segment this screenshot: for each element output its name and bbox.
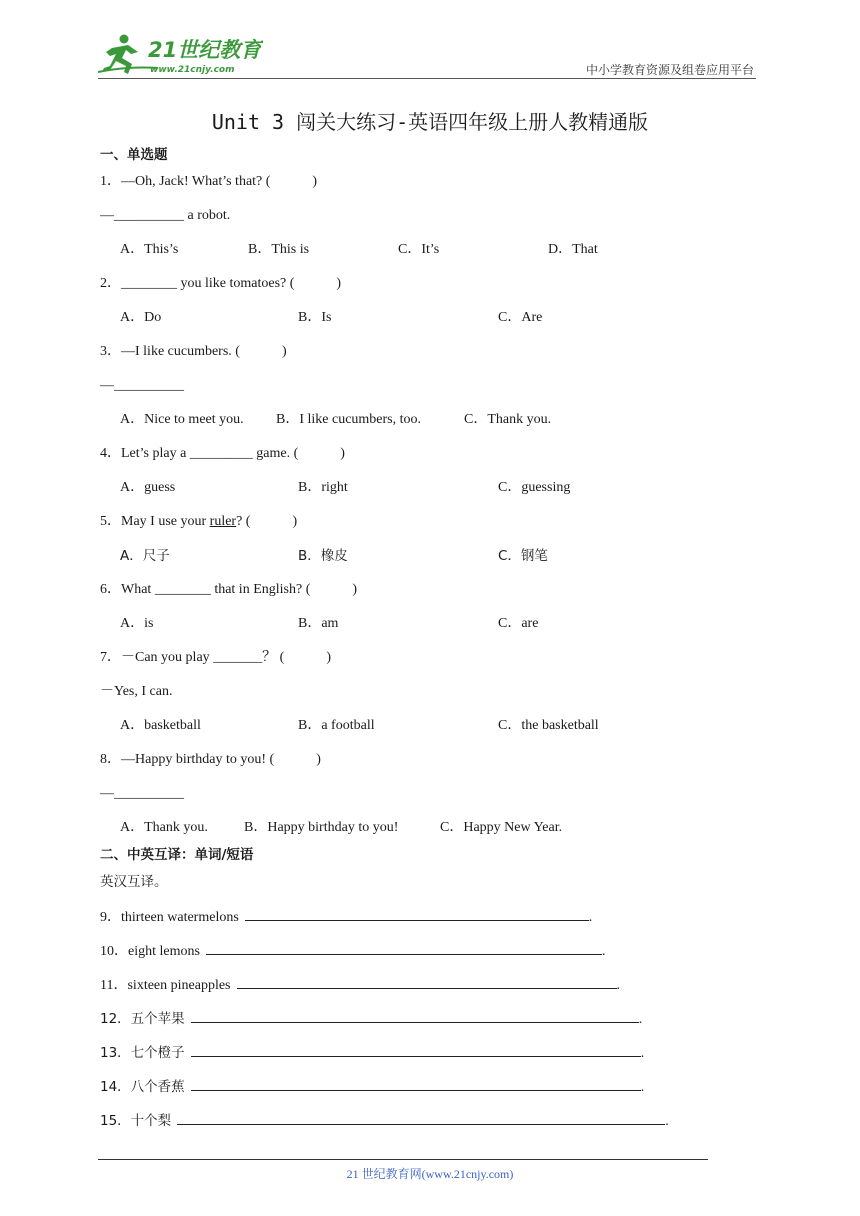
answer-blank[interactable] (245, 906, 589, 921)
answer-blank[interactable] (177, 1110, 665, 1125)
option-a: A．Thank you. (120, 820, 208, 835)
option-b: B．This is (248, 242, 310, 257)
question-line: 2．________ you like tomatoes? ( ) (100, 276, 342, 291)
option-a: A．尺子 (120, 548, 170, 564)
question-line (100, 511, 740, 545)
option-a: A．guess (120, 480, 176, 495)
question-text-end: ? ( ) (236, 514, 298, 529)
option-b: B．right (298, 480, 348, 495)
option-a: A．Nice to meet you. (120, 412, 244, 427)
option-row (100, 613, 740, 647)
translation-item (100, 1076, 740, 1110)
question-line: —__________ a robot. (100, 208, 231, 223)
option-b: B．I like cucumbers, too. (276, 412, 422, 427)
answer-blank[interactable] (191, 1008, 639, 1023)
option-d: D．That (548, 242, 598, 257)
section-heading: 一、单选题 (100, 147, 168, 163)
item-text: 15．十个梨 (100, 1113, 172, 1129)
svg-text:21世纪教育: 21世纪教育 (148, 38, 262, 62)
option-c: C．guessing (498, 480, 571, 495)
item-text: 13．七个橙子 (100, 1045, 185, 1061)
item-text: 10．eight lemons (100, 944, 200, 959)
option-c: C．the basketball (498, 718, 599, 733)
header-platform-text: 中小学教育资源及组卷应用平台 (585, 63, 754, 77)
footer-divider (98, 1159, 708, 1160)
question-line: —__________ (100, 378, 184, 393)
underlined-word: ruler (209, 514, 237, 529)
translation-item (100, 1110, 740, 1144)
end-mark: . (640, 1046, 645, 1061)
option-c: C．Are (498, 310, 543, 325)
question-line: 1．—Oh, Jack! What’s that? ( ) (100, 174, 318, 189)
item-text: 9．thirteen watermelons (100, 910, 239, 925)
option-b: B．橡皮 (298, 548, 348, 564)
logo (98, 32, 263, 78)
question-line: 6．What ________ that in English? ( ) (100, 582, 358, 597)
option-row (100, 715, 740, 749)
option-c: C．Happy New Year. (440, 820, 563, 835)
option-row (100, 409, 740, 443)
option-b: B．Is (298, 310, 332, 325)
question-text-start: 5．May I use your (100, 514, 210, 529)
svg-text:www.21cnjy.com: www.21cnjy.com (150, 65, 235, 75)
question-line: －Yes, I can. (100, 684, 173, 699)
option-c: C．It’s (398, 242, 440, 257)
answer-blank[interactable] (191, 1076, 641, 1091)
question-line: 8．—Happy birthday to you! ( ) (100, 752, 321, 767)
option-row (100, 307, 740, 341)
runner-logo-icon (98, 32, 263, 78)
option-row (100, 545, 740, 579)
option-a: A．This’s (120, 242, 179, 257)
section-instruction: 英汉互译。 (100, 874, 168, 890)
worksheet-content (100, 144, 740, 1144)
option-b: B．am (298, 616, 339, 631)
option-a: A．Do (120, 310, 162, 325)
end-mark: . (601, 944, 606, 959)
answer-blank[interactable] (191, 1042, 641, 1057)
option-b: B．Happy birthday to you! (244, 820, 399, 835)
end-mark: . (616, 978, 621, 993)
option-c: C．Thank you. (464, 412, 552, 427)
option-row (100, 477, 740, 511)
translation-item (100, 974, 740, 1008)
end-mark: . (640, 1080, 645, 1095)
answer-blank[interactable] (206, 940, 602, 955)
option-c: C．are (498, 616, 539, 631)
translation-item (100, 906, 740, 940)
answer-blank[interactable] (237, 974, 617, 989)
item-text: 14．八个香蕉 (100, 1079, 185, 1095)
end-mark: . (638, 1012, 643, 1027)
page-header (98, 30, 756, 79)
option-row (100, 817, 740, 844)
option-c: C．钢笔 (498, 548, 548, 564)
question-line: 7．－Can you play _______？ ( ) (100, 650, 331, 665)
option-row (100, 239, 740, 273)
section-heading: 二、中英互译：单词/短语 (100, 847, 254, 863)
translation-item (100, 940, 740, 974)
translation-item (100, 1042, 740, 1076)
item-text: 11．sixteen pineapples (100, 978, 231, 993)
question-line: 3．—I like cucumbers. ( ) (100, 344, 287, 359)
question-line: —__________ (100, 786, 184, 801)
option-b: B．a football (298, 718, 375, 733)
page-title: Unit 3 闯关大练习-英语四年级上册人教精通版 (211, 110, 649, 134)
footer-text: 21 世纪教育网(www.21cnjy.com) (346, 1167, 514, 1181)
item-text: 12．五个苹果 (100, 1011, 185, 1027)
option-a: A．is (120, 616, 154, 631)
end-mark: . (588, 910, 593, 925)
option-a: A．basketball (120, 718, 201, 733)
translation-item (100, 1008, 740, 1042)
question-line: 4．Let’s play a _________ game. ( ) (100, 446, 345, 461)
end-mark: . (665, 1114, 669, 1129)
